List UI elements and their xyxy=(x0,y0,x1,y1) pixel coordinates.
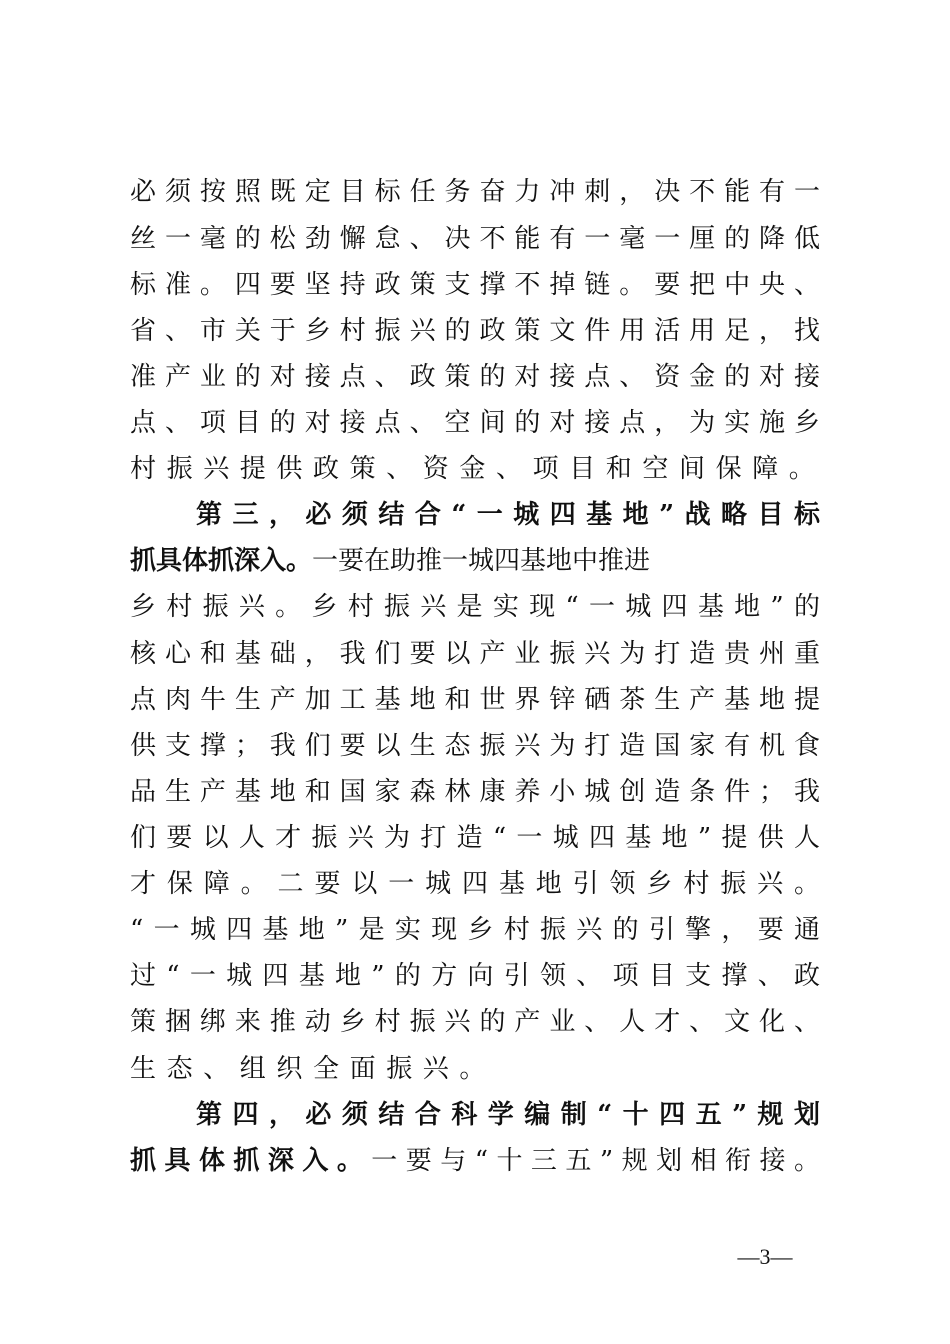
section-heading-four-end: 抓具体抓深入。 xyxy=(130,1146,372,1176)
body-text-line: 核心和基础，我们要以产业振兴为打造贵州重 xyxy=(130,639,820,669)
body-text-line: “一城四基地”是实现乡村振兴的引擎，要通 xyxy=(130,915,820,945)
body-text-line xyxy=(130,538,820,584)
section-heading-three: 第三，必须结合“一城四基地”战略目标 xyxy=(196,500,820,530)
body-text-line: 丝一毫的松劲懈怠、决不能有一毫一厘的降低 xyxy=(130,224,820,254)
body-text-line: 点肉牛生产加工基地和世界锌硒茶生产基地提 xyxy=(130,685,820,715)
section-heading-three-end: 抓具体抓深入。 xyxy=(130,546,313,576)
body-text-line: 省、市关于乡村振兴的政策文件用活用足，找 xyxy=(130,316,820,346)
body-text-line: 们要以人才振兴为打造“一城四基地”提供人 xyxy=(130,823,820,853)
body-text-line: 乡村振兴。乡村振兴是实现“一城四基地”的 xyxy=(130,592,820,622)
body-text-line: 村振兴提供政策、资金、项目和空间保障。 xyxy=(130,454,826,484)
body-text-segment: 一要在助推一城四基地中推进 xyxy=(312,546,651,576)
body-text-line: 必须按照既定目标任务奋力冲刺，决不能有一 xyxy=(130,177,820,207)
body-text-line: 才保障。二要以一城四基地引领乡村振兴。 xyxy=(130,869,820,899)
body-text-segment: 一要与“十三五”规划相衔接。 xyxy=(371,1146,820,1176)
body-text-line: 准产业的对接点、政策的对接点、资金的对接 xyxy=(130,362,820,392)
body-text-line: 品生产基地和国家森林康养小城创造条件；我 xyxy=(130,777,820,807)
body-text-line: 策捆绑来推动乡村振兴的产业、人才、文化、 xyxy=(130,1007,820,1037)
body-text-line: 过“一城四基地”的方向引领、项目支撑、政 xyxy=(130,961,820,991)
body-text-line xyxy=(130,1138,820,1184)
body-text-line: 标准。四要坚持政策支撑不掉链。要把中央、 xyxy=(130,270,820,300)
body-text-line: 生态、组织全面振兴。 xyxy=(130,1054,497,1084)
section-heading-four: 第四，必须结合科学编制“十四五”规划 xyxy=(196,1100,820,1130)
body-text-line: 点、项目的对接点、空间的对接点，为实施乡 xyxy=(130,408,820,438)
body-text-line: 供支撑；我们要以生态振兴为打造国家有机食 xyxy=(130,731,820,761)
page-number: —3— xyxy=(737,1244,793,1269)
